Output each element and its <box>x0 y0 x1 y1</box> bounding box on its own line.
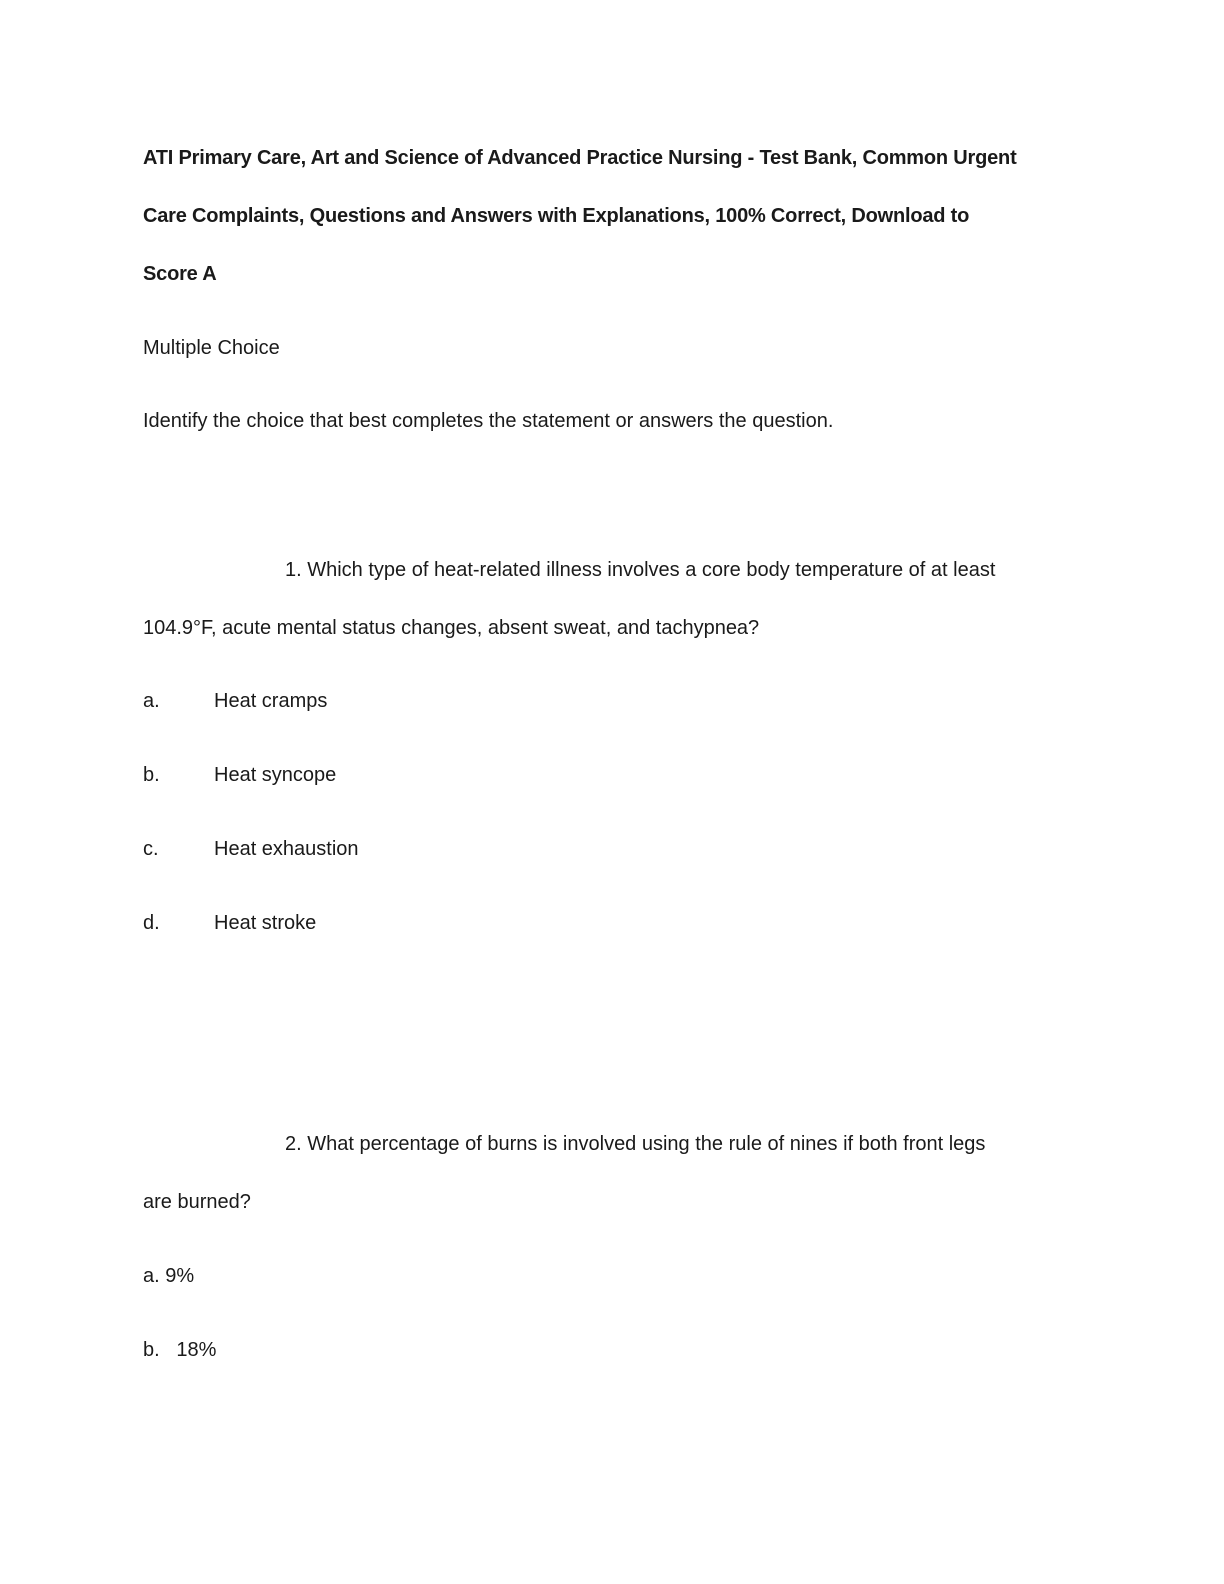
option-letter: b. <box>143 764 160 786</box>
option-text: Heat exhaustion <box>214 838 359 860</box>
document-title-line-1: ATI Primary Care, Art and Science of Advanced Practice Nursing - Test Bank, Common Urgent <box>143 147 1017 169</box>
question-stem-line-2: are burned? <box>143 1191 251 1213</box>
option-letter: d. <box>143 912 160 934</box>
question-stem-line-1: 2. What percentage of burns is involved using the rule of nines if both front legs <box>285 1133 986 1155</box>
document-title-line-3: Score A <box>143 263 217 285</box>
section-label: Multiple Choice <box>143 337 280 359</box>
option-text: Heat syncope <box>214 764 337 786</box>
document-title-line-2: Care Complaints, Questions and Answers with Explanations, 100% Correct, Download to <box>143 205 970 227</box>
option-letter: c. <box>143 838 159 860</box>
instructions: Identify the choice that best completes the statement or answers the question. <box>143 410 834 432</box>
question-stem-line-1: 1. Which type of heat-related illness involves a core body temperature of at least <box>285 559 996 581</box>
option-text: Heat stroke <box>214 912 317 934</box>
answer-option: a. 9% <box>143 1265 195 1287</box>
option-letter: a. <box>143 690 160 712</box>
answer-option: b. 18% <box>143 1339 217 1361</box>
option-text: Heat cramps <box>214 690 328 712</box>
question-stem-line-2: 104.9°F, acute mental status changes, absent sweat, and tachypnea? <box>143 617 760 639</box>
